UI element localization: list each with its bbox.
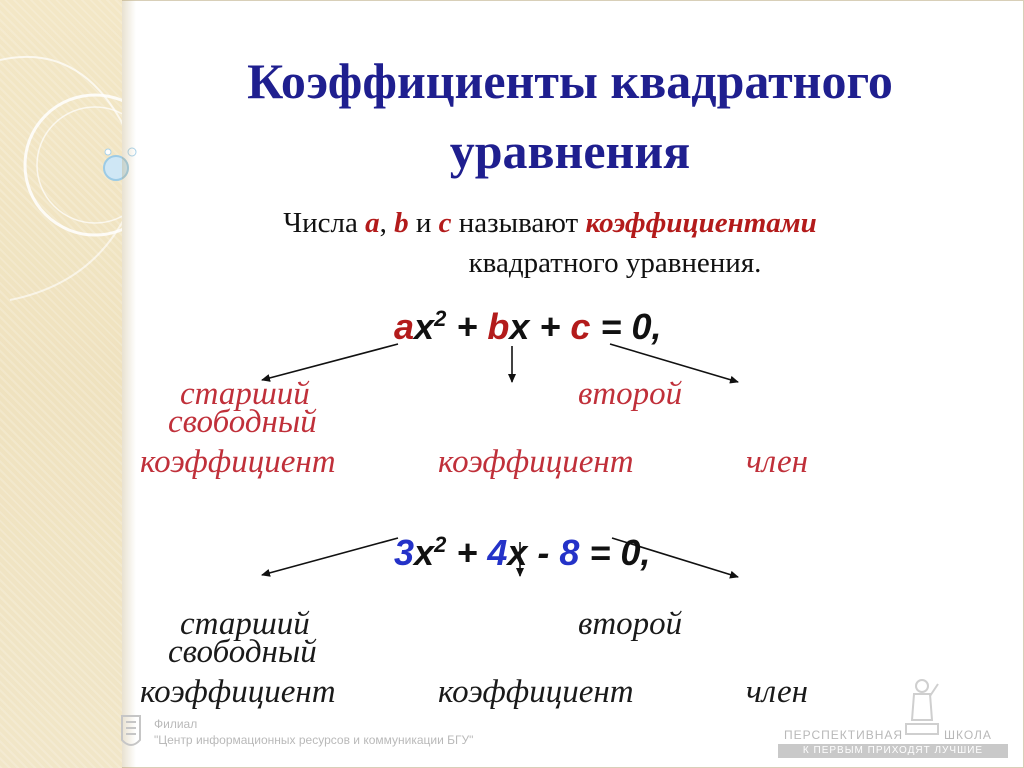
eq-exponent: 2 (434, 306, 447, 331)
arrow-senior-example (262, 538, 398, 575)
footer-branch-line-1: Филиал (154, 717, 198, 731)
general-senior-label-2: коэффициент (140, 444, 336, 480)
coef-c: c (438, 207, 452, 239)
coef-b: b (394, 207, 409, 239)
school-word-2: ШКОЛА (944, 728, 992, 742)
ex-exponent: 2 (434, 532, 447, 557)
intro-middle: называют (451, 207, 586, 239)
footer-branch-text (154, 716, 473, 748)
title-line-2: уравнения (449, 123, 691, 179)
general-free-label-1: свободный (168, 404, 317, 440)
footer-branch-line-2: "Центр информационных ресурсов и коммуникации БГУ" (154, 733, 474, 747)
school-word-1: ПЕРСПЕКТИВНАЯ (784, 728, 904, 742)
ex-b: 4 (487, 532, 508, 573)
eq-plus-1: + (446, 306, 488, 347)
footer-school-logo (778, 676, 1014, 760)
ex-a: 3 (394, 532, 415, 573)
example-second-label-2: коэффициент (438, 674, 634, 710)
example-free-label-2: член (746, 674, 808, 710)
example-free-label-1: свободный (168, 634, 317, 670)
arrow-senior-general (262, 344, 398, 380)
eq-rest: = 0, (590, 306, 662, 347)
general-second-label-2: коэффициент (438, 444, 634, 480)
ex-minus: - (527, 532, 560, 573)
ex-rest: = 0, (579, 532, 651, 573)
eq-b: b (487, 306, 510, 347)
branch-logo-icon (120, 714, 142, 752)
example-senior-label-2: коэффициент (140, 674, 336, 710)
eq-a: a (394, 306, 415, 347)
school-slogan: К ПЕРВЫМ ПРИХОДЯТ ЛУЧШИЕ (778, 744, 1008, 758)
eq-x1: x (414, 306, 435, 347)
footer-branch (120, 712, 540, 758)
intro-line-2: квадратного уравнения. (468, 247, 762, 279)
ex-x1: x (414, 532, 435, 573)
intro-and: и (408, 207, 439, 239)
general-free-label-2: член (746, 444, 808, 480)
eq-x2: x (509, 306, 530, 347)
ex-x2: x (507, 532, 528, 573)
example-senior-label-1: старший (180, 606, 310, 642)
general-senior-label-1: старший (180, 376, 310, 412)
coef-a: a (365, 207, 380, 239)
statue-icon (902, 676, 942, 738)
eq-plus-2: + (529, 306, 571, 347)
ex-c: 8 (559, 532, 580, 573)
intro-keyword: коэффициентами (585, 207, 817, 239)
title-line-1: Коэффициенты квадратного (247, 53, 893, 109)
arrow-free-general (610, 344, 738, 382)
intro-prefix: Числа (283, 207, 366, 239)
eq-c: c (570, 306, 591, 347)
ex-plus: + (446, 532, 488, 573)
general-second-label-1: второй (578, 376, 683, 412)
arrow-free-example (612, 538, 738, 577)
example-second-label-1: второй (578, 606, 683, 642)
intro-comma: , (379, 207, 395, 239)
